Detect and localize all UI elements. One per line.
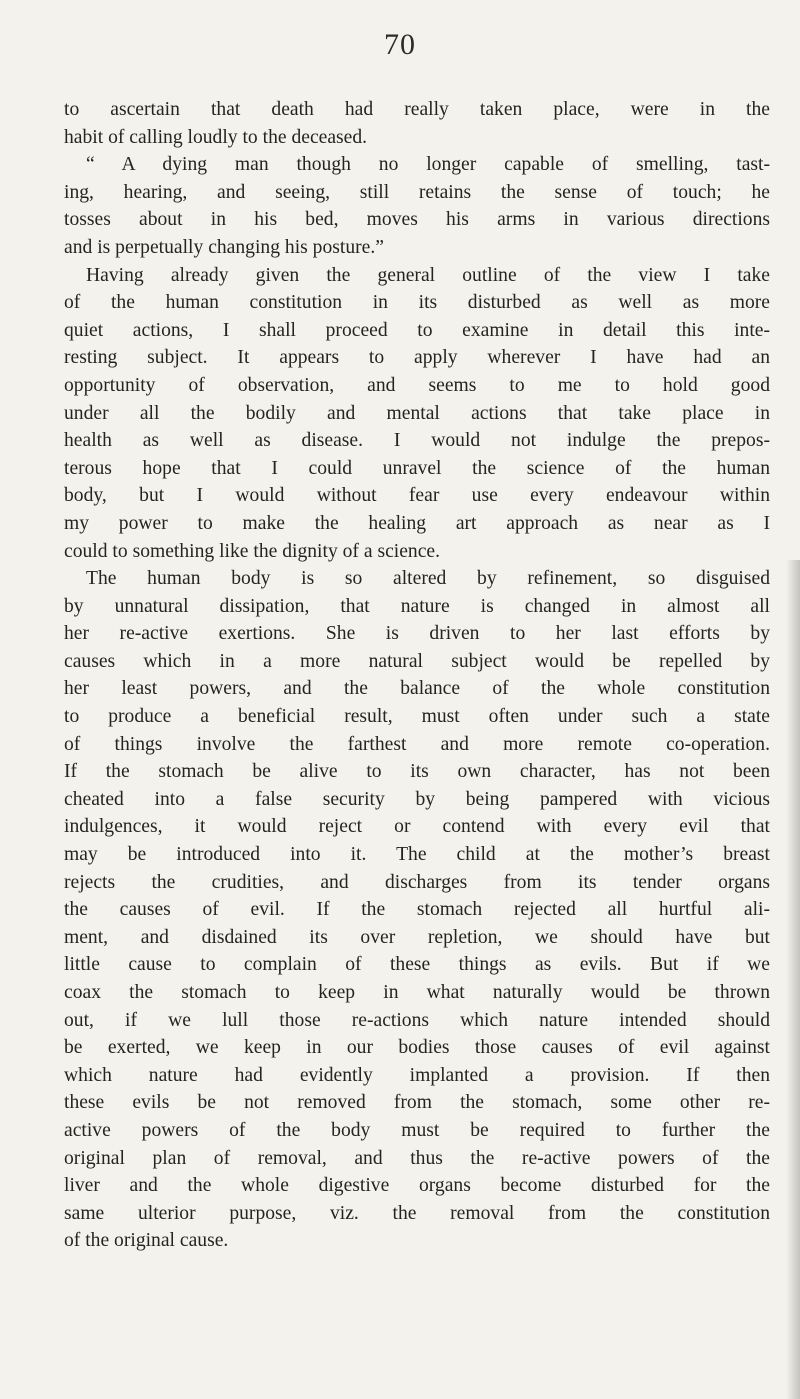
text-line: If the stomach be alive to its own character, has not been xyxy=(64,761,770,783)
text-line: under all the bodily and mental actions that take place in xyxy=(64,402,770,424)
text-line: quiet actions, I shall proceed to examine in detail this inte- xyxy=(64,319,770,341)
text-line: of things involve the farthest and more remote co-operation. xyxy=(64,733,770,755)
text-line: habit of calling loudly to the deceased. xyxy=(64,126,368,148)
text-line: may be introduced into it. The child at the mother’s breast xyxy=(64,844,770,866)
body-text xyxy=(64,96,770,1255)
text-line: active powers of the body must be required to further the xyxy=(64,1119,770,1141)
text-line: original plan of removal, and thus the re-active powers of the xyxy=(64,1147,770,1169)
text-line: “ A dying man though no longer capable of smelling, tast- xyxy=(86,154,770,176)
text-line: tosses about in his bed, moves his arms in various directions xyxy=(64,209,770,231)
text-line: resting subject. It appears to apply wherever I have had an xyxy=(64,347,770,369)
text-line: the causes of evil. If the stomach rejected all hurtful ali- xyxy=(64,899,770,921)
text-line: her least powers, and the balance of the whole constitution xyxy=(64,678,770,700)
text-line: rejects the crudities, and discharges from its tender organs xyxy=(64,871,770,893)
text-line: out, if we lull those re-actions which nature intended should xyxy=(64,1009,770,1031)
text-line: by unnatural dissipation, that nature is changed in almost all xyxy=(64,595,770,617)
text-line: these evils be not removed from the stomach, some other re- xyxy=(64,1092,770,1114)
text-line: health as well as disease. I would not indulge the prepos- xyxy=(64,430,770,452)
text-line: same ulterior purpose, viz. the removal from the constitution xyxy=(64,1202,770,1224)
text-line: ment, and disdained its over repletion, we should have but xyxy=(64,926,770,948)
page-edge-shadow xyxy=(786,560,800,1399)
text-line: to ascertain that death had really taken place, were in the xyxy=(64,99,770,120)
text-line: to produce a beneficial result, must often under such a state xyxy=(64,706,770,728)
text-line: cheated into a false security by being pampered with vicious xyxy=(64,788,770,810)
text-line: of the human constitution in its disturbed as well as more xyxy=(64,292,770,314)
text-line: indulgences, it would reject or contend with every evil that xyxy=(64,816,770,838)
text-line: opportunity of observation, and seems to me to hold good xyxy=(64,374,770,396)
text-line: The human body is so altered by refinement, so disguised xyxy=(86,568,770,590)
text-line: liver and the whole digestive organs become disturbed for the xyxy=(64,1175,770,1197)
text-line: could to something like the dignity of a science. xyxy=(64,540,441,562)
text-line: her re-active exertions. She is driven to her last efforts by xyxy=(64,623,770,645)
text-line: coax the stomach to keep in what naturally would be thrown xyxy=(64,982,770,1003)
text-line: which nature had evidently implanted a provision. If then xyxy=(64,1064,770,1086)
text-line: ing, hearing, and seeing, still retains the sense of touch; he xyxy=(64,181,770,203)
text-line: causes which in a more natural subject would be repelled by xyxy=(64,650,770,672)
text-line: and is perpetually changing his posture.” xyxy=(64,236,384,258)
page-number: 70 xyxy=(384,28,416,61)
text-line: Having already given the general outline of the view I take xyxy=(86,264,770,286)
text-line: of the original cause. xyxy=(64,1230,229,1252)
text-line: be exerted, we keep in our bodies those causes of evil against xyxy=(64,1037,770,1059)
text-line: body, but I would without fear use every endeavour within xyxy=(64,485,770,507)
text-line: little cause to complain of these things as evils. But if we xyxy=(64,954,770,976)
text-line: my power to make the healing art approach as near as I xyxy=(64,512,770,534)
text-line: terous hope that I could unravel the science of the human xyxy=(64,457,770,479)
